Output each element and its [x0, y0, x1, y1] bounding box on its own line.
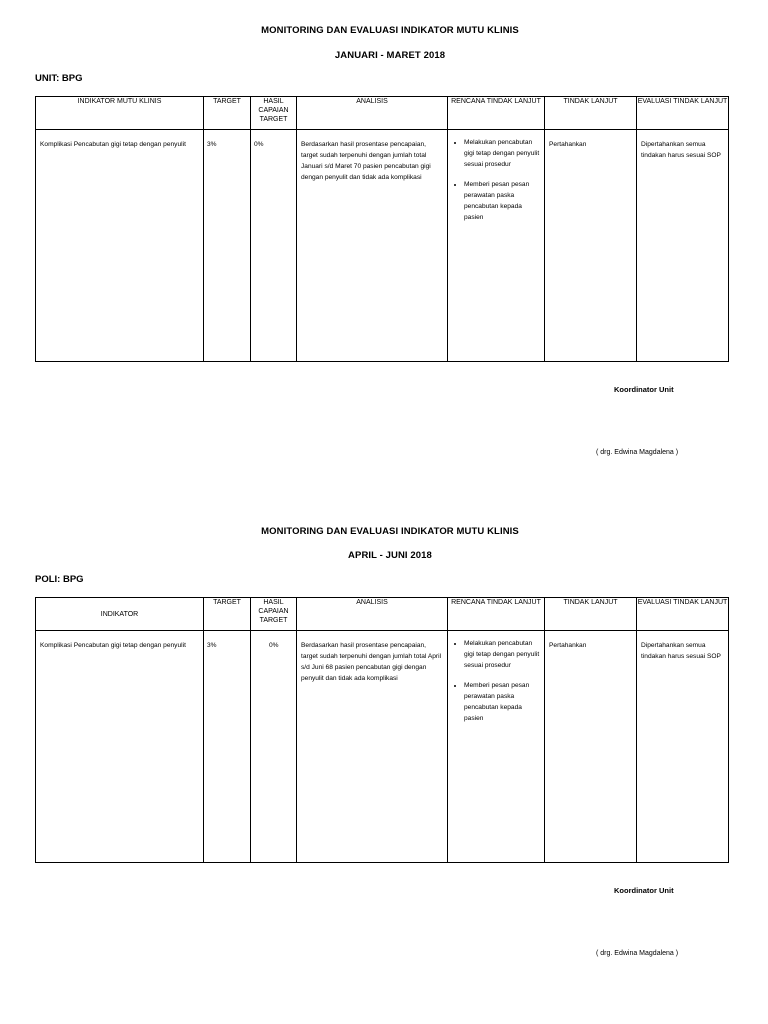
- rencana-list: [448, 130, 544, 223]
- hasil-cell: 0%: [269, 642, 279, 649]
- unit-label: UNIT: BPG: [35, 73, 83, 84]
- report-title: MONITORING DAN EVALUASI INDIKATOR MUTU KLINIS: [261, 526, 519, 537]
- header-evaluasi: EVALUASI TINDAK LANJUT: [637, 97, 729, 130]
- table-row: [36, 631, 729, 863]
- header-indikator: INDIKATOR: [36, 598, 204, 631]
- analisis-cell: Berdasarkan hasil prosentase pencapaian, target sudah terpenuhi dengan jumlah total Januari s/d Maret 70 pasien pencabutan gigi dengan penyulit dan tidak ada komplikasi: [301, 141, 431, 181]
- header-hasil: HASIL CAPAIAN TARGET: [251, 97, 297, 130]
- list-item: • Melakukan pencabutan gigi tetap dengan penyulit sesuai prosedur: [464, 638, 542, 671]
- header-rencana: RENCANA TINDAK LANJUT: [448, 97, 545, 130]
- evaluasi-cell: Dipertahankan semua tindakan harus sesuai SOP: [641, 141, 721, 159]
- report-period: JANUARI - MARET 2018: [334, 50, 446, 61]
- header-tindak: TINDAK LANJUT: [545, 598, 637, 631]
- signature-name: ( drg. Edwina Magdalena ): [596, 449, 679, 456]
- indikator-cell: Komplikasi Pencabutan gigi tetap dengan penyulit: [40, 141, 186, 148]
- signature-role: Koordinator Unit: [614, 385, 674, 394]
- analisis-cell: Berdasarkan hasil prosentase pencapaian, target sudah terpenuhi dengan jumlah total April s/d Juni 68 pasien pencabutan gigi dengan penyulit dan tidak ada komplikasi: [301, 642, 442, 682]
- header-rencana: RENCANA TINDAK LANJUT: [448, 598, 545, 631]
- table-row: [36, 130, 729, 362]
- header-target: TARGET: [204, 598, 251, 631]
- unit-label: POLI: BPG: [35, 574, 84, 585]
- header-analisis: ANALISIS: [297, 97, 448, 130]
- evaluasi-cell: Dipertahankan semua tindakan harus sesuai SOP: [641, 642, 721, 660]
- list-item: • Melakukan pencabutan gigi tetap dengan penyulit sesuai prosedur: [464, 137, 542, 170]
- signature-name: ( drg. Edwina Magdalena ): [596, 950, 679, 957]
- rencana-list: [448, 631, 544, 724]
- report-title: MONITORING DAN EVALUASI INDIKATOR MUTU KLINIS: [261, 25, 519, 36]
- header-analisis: ANALISIS: [297, 598, 448, 631]
- indicator-table: [35, 96, 729, 362]
- header-indikator: INDIKATOR MUTU KLINIS: [36, 97, 204, 130]
- indicator-table: [35, 597, 729, 863]
- target-cell: 3%: [207, 642, 217, 649]
- tindak-cell: Pertahankan: [549, 642, 587, 649]
- hasil-cell: 0%: [254, 141, 264, 148]
- tindak-cell: Pertahankan: [549, 141, 587, 148]
- indikator-cell: Komplikasi Pencabutan gigi tetap dengan penyulit: [40, 642, 186, 649]
- header-hasil: HASIL CAPAIAN TARGET: [251, 598, 297, 631]
- header-evaluasi: EVALUASI TINDAK LANJUT: [637, 598, 729, 631]
- target-cell: 3%: [207, 141, 217, 148]
- header-target: TARGET: [204, 97, 251, 130]
- signature-role: Koordinator Unit: [614, 886, 674, 895]
- header-tindak: TINDAK LANJUT: [545, 97, 637, 130]
- list-item: • Memberi pesan pesan perawatan paska pencabutan kepada pasien: [464, 179, 542, 223]
- report-period: APRIL - JUNI 2018: [348, 550, 432, 561]
- list-item: • Memberi pesan pesan perawatan paska pencabutan kepada pasien: [464, 680, 542, 724]
